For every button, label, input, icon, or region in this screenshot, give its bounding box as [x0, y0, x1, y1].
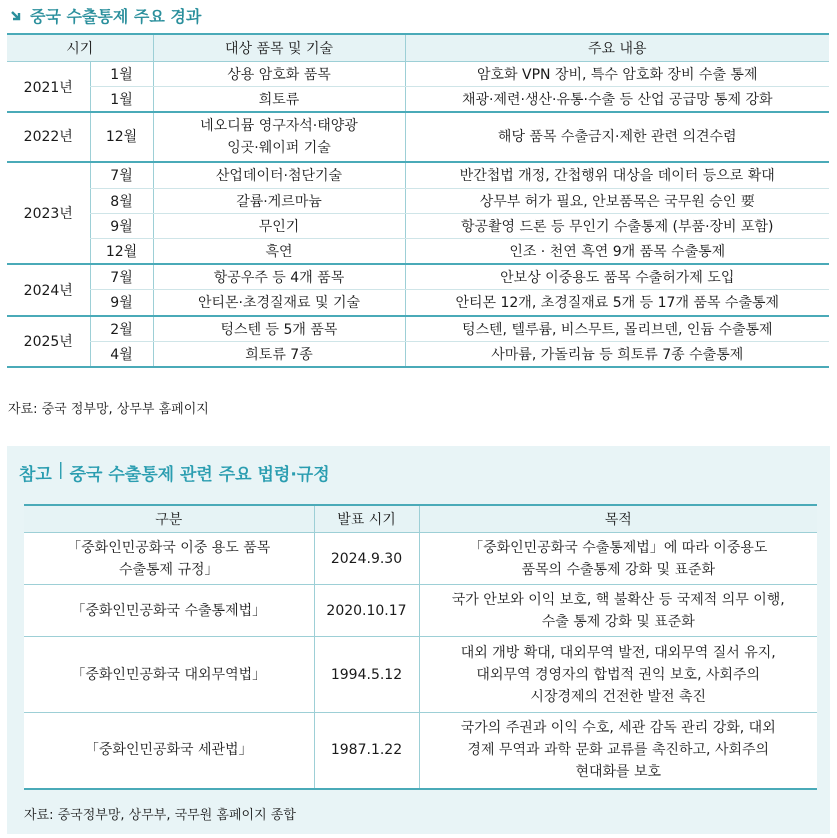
item-cell: 텅스텐 등 5개 품목 [153, 316, 405, 342]
year-cell: 2021년 [7, 62, 90, 113]
item-cell: 항공우주 등 4개 품목 [153, 264, 405, 290]
arrow-down-right-icon [10, 9, 24, 23]
table-row [7, 162, 829, 188]
content-cell: 인조 · 천연 흑연 9개 품목 수출통제 [405, 238, 829, 264]
purpose-line: 품목의 수출통제 강화 및 표준화 [521, 561, 716, 578]
item-line: 네오디뮴 영구자석·태양광 [200, 118, 358, 135]
table-row [7, 264, 829, 290]
header-content: 주요 내용 [405, 34, 829, 62]
month-cell: 12월 [90, 112, 153, 162]
reference-title [19, 460, 330, 485]
table-row [24, 585, 817, 637]
regulation-name-cell: 「중화인민공화국 수출통제법」 [24, 585, 314, 637]
source-note: 자료: 중국정부망, 상무부, 국무원 홈페이지 종합 [24, 808, 296, 823]
date-cell: 2024.9.30 [314, 533, 419, 585]
month-cell: 7월 [90, 162, 153, 188]
item-cell: 산업데이터·첨단기술 [153, 162, 405, 188]
name-line: 「중화인민공화국 이중 용도 품목 [67, 539, 271, 556]
purpose-cell [419, 713, 817, 789]
month-cell: 8월 [90, 188, 153, 213]
content-cell: 반간첩법 개정, 간첩행위 대상을 데이터 등으로 확대 [405, 162, 829, 188]
reference-prefix: 참고 [19, 465, 52, 485]
regulation-name-cell: 「중화인민공화국 세관법」 [24, 713, 314, 789]
content-cell: 채광·제련·생산·유통·수출 등 산업 공급망 통제 강화 [405, 87, 829, 113]
purpose-cell [419, 585, 817, 637]
table-row [7, 188, 829, 213]
table-row [7, 341, 829, 367]
month-cell: 4월 [90, 341, 153, 367]
month-cell: 9월 [90, 290, 153, 316]
date-cell: 2020.10.17 [314, 585, 419, 637]
content-cell: 항공촬영 드론 등 무인기 수출통제 (부품·장비 포함) [405, 213, 829, 238]
year-cell: 2024년 [7, 264, 90, 315]
month-cell: 1월 [90, 62, 153, 87]
content-cell: 안티몬 12개, 초경질재료 5개 등 17개 품목 수출통제 [405, 290, 829, 316]
table-row [7, 87, 829, 113]
date-cell: 1994.5.12 [314, 637, 419, 713]
purpose-line: 시장경제의 건전한 발전 촉진 [530, 688, 707, 705]
section-title [10, 4, 201, 27]
header-period: 시기 [7, 34, 153, 62]
table-row [24, 637, 817, 713]
date-cell: 1987.1.22 [314, 713, 419, 789]
year-cell: 2023년 [7, 162, 90, 264]
table-header-row [24, 505, 817, 533]
table-row [7, 290, 829, 316]
purpose-cell [419, 533, 817, 585]
month-cell: 2월 [90, 316, 153, 342]
item-cell: 희토류 [153, 87, 405, 113]
name-line: 수출통제 규정」 [118, 561, 219, 578]
purpose-line: 경제 무역과 과학 문화 교류를 촉진하고, 사회주의 [467, 742, 770, 759]
table-row [7, 62, 829, 87]
table-row [24, 713, 817, 789]
section-title-text: 중국 수출통제 주요 경과 [30, 7, 202, 26]
content-cell: 해당 품목 수출금지·제한 관련 의견수렴 [405, 112, 829, 162]
item-cell: 무인기 [153, 213, 405, 238]
content-cell: 사마륨, 가돌리늄 등 희토류 7종 수출통제 [405, 341, 829, 367]
regulation-name-cell [24, 533, 314, 585]
table-row [7, 213, 829, 238]
regulation-name-cell: 「중화인민공화국 대외무역법」 [24, 637, 314, 713]
content-cell: 텅스텐, 텔루륨, 비스무트, 몰리브덴, 인듐 수출통제 [405, 316, 829, 342]
purpose-line: 현대화를 보호 [575, 764, 662, 781]
content-cell: 상무부 허가 필요, 안보품목은 국무원 승인 要 [405, 188, 829, 213]
header-date: 발표 시기 [314, 505, 419, 533]
table-row [7, 316, 829, 342]
purpose-line: 대외 개방 확대, 대외무역 발전, 대외무역 질서 유지, [460, 644, 776, 661]
year-cell: 2022년 [7, 112, 90, 162]
table-row [7, 238, 829, 264]
table-header-row [7, 34, 829, 62]
content-cell: 안보상 이중용도 품목 수출허가제 도입 [405, 264, 829, 290]
header-purpose: 목적 [419, 505, 817, 533]
purpose-line: 대외무역 경영자의 합법적 권익 보호, 사회주의 [476, 666, 761, 683]
month-cell: 7월 [90, 264, 153, 290]
export-control-timeline-table [7, 33, 829, 368]
purpose-line: 「중화인민공화국 수출통제법」에 따라 이중용도 [469, 539, 768, 556]
item-cell: 흑연 [153, 238, 405, 264]
table-row [24, 533, 817, 585]
reference-box [7, 446, 830, 834]
regulations-table [24, 504, 817, 790]
item-cell: 안티몬·초경질재료 및 기술 [153, 290, 405, 316]
purpose-line: 국가 안보와 이익 보호, 핵 불확산 등 국제적 의무 이행, [451, 591, 785, 608]
purpose-line: 수출 통제 강화 및 표준화 [541, 613, 695, 630]
month-cell: 9월 [90, 213, 153, 238]
content-cell: 암호화 VPN 장비, 특수 암호화 장비 수출 통제 [405, 62, 829, 87]
item-line: 잉곳·웨이퍼 기술 [227, 140, 331, 157]
purpose-cell [419, 637, 817, 713]
month-cell: 12월 [90, 238, 153, 264]
item-cell: 희토류 7종 [153, 341, 405, 367]
month-cell: 1월 [90, 87, 153, 113]
title-separator: | [57, 460, 64, 480]
item-cell [153, 112, 405, 162]
year-cell: 2025년 [7, 316, 90, 367]
reference-title-text: 중국 수출통제 관련 주요 법령·규정 [69, 465, 330, 485]
header-item: 대상 품목 및 기술 [153, 34, 405, 62]
header-category: 구분 [24, 505, 314, 533]
item-cell: 갈륨·게르마늄 [153, 188, 405, 213]
item-cell: 상용 암호화 품목 [153, 62, 405, 87]
table-row [7, 112, 829, 162]
purpose-line: 국가의 주권과 이익 수호, 세관 감독 관리 강화, 대외 [460, 720, 776, 737]
source-note: 자료: 중국 정부망, 상무부 홈페이지 [8, 402, 209, 417]
